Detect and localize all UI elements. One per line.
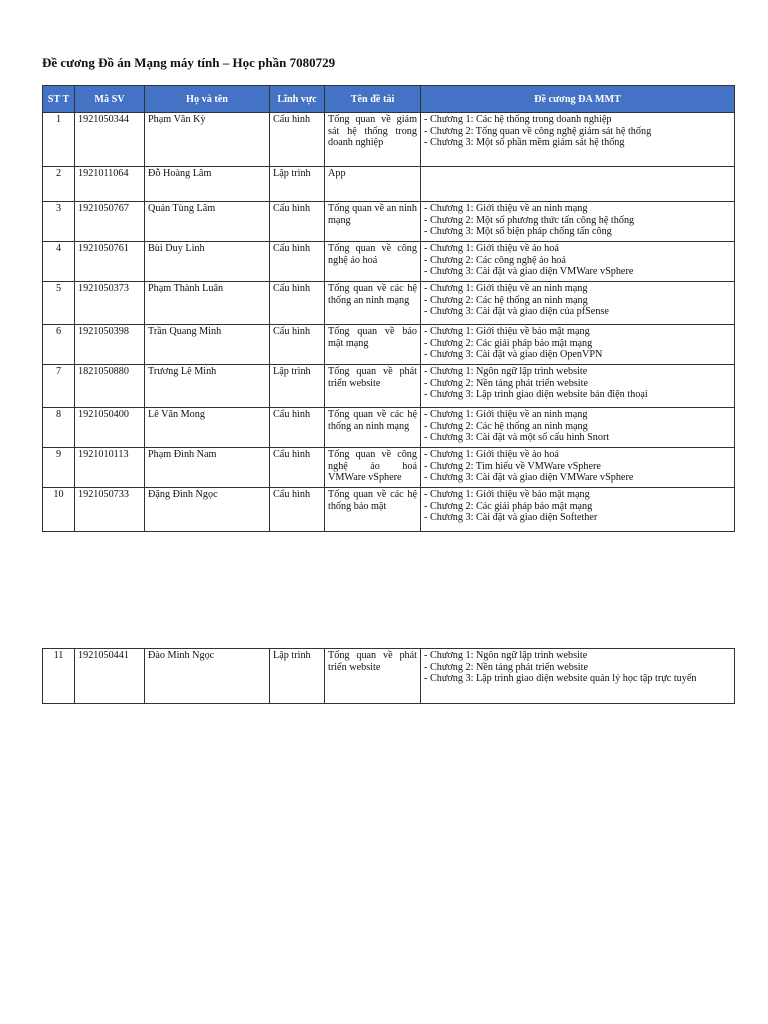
row-topic: Tổng quan về các hệ thống bảo mật xyxy=(325,488,421,532)
row-student-id: 1921050344 xyxy=(75,113,145,167)
row-outline xyxy=(421,365,735,408)
row-student-name: Bùi Duy Linh xyxy=(145,242,270,282)
row-student-name: Đào Minh Ngọc xyxy=(145,649,270,704)
row-student-name: Đặng Đình Ngọc xyxy=(145,488,270,532)
table-row xyxy=(43,325,735,365)
row-stt: 5 xyxy=(43,282,75,325)
row-field: Lập trình xyxy=(270,167,325,202)
table-row xyxy=(43,202,735,242)
chapter-line: - Chương 3: Cài đặt và giao diện VMWare vSphere xyxy=(424,266,634,278)
row-outline xyxy=(421,408,735,448)
chapter-line: - Chương 3: Cài đặt và giao diện OpenVPN xyxy=(424,349,603,361)
chapter-line: - Chương 3: Một số phần mềm giám sát hệ thống xyxy=(424,137,625,149)
row-stt: 4 xyxy=(43,242,75,282)
row-field: Cấu hình xyxy=(270,448,325,488)
chapter-line: - Chương 1: Giới thiệu về bảo mật mạng xyxy=(424,326,590,337)
row-topic: Tổng quan về công nghệ ảo hoá xyxy=(325,242,421,282)
row-topic: Tổng quan về các hệ thống an ninh mạng xyxy=(325,282,421,325)
chapter-line: - Chương 3: Lập trình giao diện website bán điện thoại xyxy=(424,389,648,401)
topics-table xyxy=(42,85,735,532)
table-row xyxy=(43,448,735,488)
row-outline xyxy=(421,649,735,704)
chapter-line: - Chương 3: Cài đặt và giao diện VMWare vSphere xyxy=(424,472,634,484)
chapter-line: - Chương 1: Giới thiệu về ảo hoá xyxy=(424,243,559,254)
table-row xyxy=(43,408,735,448)
row-stt: 8 xyxy=(43,408,75,448)
chapter-line: - Chương 3: Một số biện pháp chống tấn công xyxy=(424,226,612,238)
row-student-name: Trần Quang Minh xyxy=(145,325,270,365)
row-student-name: Lê Văn Mong xyxy=(145,408,270,448)
row-field: Cấu hình xyxy=(270,113,325,167)
row-field: Lập trình xyxy=(270,649,325,704)
row-stt: 11 xyxy=(43,649,75,704)
chapter-line: - Chương 3: Cài đặt và giao diện của pfSense xyxy=(424,306,609,318)
row-field: Cấu hình xyxy=(270,408,325,448)
chapter-line: - Chương 1: Giới thiệu về an ninh mạng xyxy=(424,409,588,420)
row-topic: Tổng quan về công nghệ ảo hoá VMWare vSphere xyxy=(325,448,421,488)
row-student-name: Trương Lê Minh xyxy=(145,365,270,408)
row-student-id: 1921011064 xyxy=(75,167,145,202)
table-header-row xyxy=(43,86,735,113)
table-row xyxy=(43,167,735,202)
table-row xyxy=(43,649,735,704)
row-student-id: 1921050400 xyxy=(75,408,145,448)
row-student-id: 1821050880 xyxy=(75,365,145,408)
chapter-line: - Chương 2: Một số phương thức tấn công hệ thống xyxy=(424,214,635,226)
row-field: Cấu hình xyxy=(270,325,325,365)
header-stt: ST T xyxy=(43,86,75,113)
row-topic: Tổng quan về an ninh mạng xyxy=(325,202,421,242)
chapter-line: - Chương 2: Các giải pháp bảo mật mạng xyxy=(424,500,593,512)
row-student-name: Phạm Đình Nam xyxy=(145,448,270,488)
row-outline xyxy=(421,242,735,282)
chapter-line: - Chương 3: Lập trình giao diện website quản lý học tập trực tuyến xyxy=(424,673,697,685)
row-field: Lập trình xyxy=(270,365,325,408)
table-row xyxy=(43,488,735,532)
row-outline xyxy=(421,113,735,167)
row-topic: Tổng quan về bảo mật mạng xyxy=(325,325,421,365)
row-student-name: Phạm Văn Kỳ xyxy=(145,113,270,167)
row-outline xyxy=(421,488,735,532)
topics-table-continued xyxy=(42,648,735,704)
row-field: Cấu hình xyxy=(270,282,325,325)
chapter-line: - Chương 2: Nền tảng phát triển website xyxy=(424,661,588,673)
chapter-line: - Chương 1: Ngôn ngữ lập trình website xyxy=(424,366,588,377)
chapter-line: - Chương 1: Giới thiệu về ảo hoá xyxy=(424,449,559,460)
row-stt: 3 xyxy=(43,202,75,242)
chapter-line: - Chương 2: Các hệ thống an ninh mạng xyxy=(424,294,588,306)
table-row xyxy=(43,242,735,282)
document-title: Đề cương Đồ án Mạng máy tính – Học phần 7080729 xyxy=(42,55,336,70)
row-student-name: Quản Tùng Lâm xyxy=(145,202,270,242)
chapter-line: - Chương 1: Ngôn ngữ lập trình website xyxy=(424,650,588,661)
row-stt: 2 xyxy=(43,167,75,202)
row-student-id: 1921050733 xyxy=(75,488,145,532)
table-row xyxy=(43,365,735,408)
row-student-id: 1921050761 xyxy=(75,242,145,282)
row-field: Cấu hình xyxy=(270,202,325,242)
header-topic: Tên đề tài xyxy=(325,86,421,113)
row-student-id: 1921050373 xyxy=(75,282,145,325)
row-topic: Tổng quan về giám sát hệ thống trong doanh nghiệp xyxy=(325,113,421,167)
row-stt: 10 xyxy=(43,488,75,532)
row-stt: 1 xyxy=(43,113,75,167)
header-student-id: Mã SV xyxy=(75,86,145,113)
row-student-name: Đỗ Hoàng Lâm xyxy=(145,167,270,202)
chapter-line: - Chương 1: Giới thiệu về an ninh mạng xyxy=(424,203,588,214)
row-outline xyxy=(421,448,735,488)
row-outline xyxy=(421,202,735,242)
row-stt: 9 xyxy=(43,448,75,488)
row-topic: App xyxy=(325,167,421,202)
row-outline xyxy=(421,282,735,325)
chapter-line: - Chương 2: Nền tảng phát triển website xyxy=(424,377,588,389)
chapter-line: - Chương 2: Tổng quan về công nghệ giám sát hệ thống xyxy=(424,125,652,137)
row-topic: Tổng quan về các hệ thống an ninh mạng xyxy=(325,408,421,448)
row-field: Cấu hình xyxy=(270,242,325,282)
chapter-line: - Chương 3: Cài đặt và giao diện Softether xyxy=(424,512,598,524)
chapter-line: - Chương 2: Các giải pháp bảo mật mạng xyxy=(424,337,593,349)
chapter-line: - Chương 2: Các hệ thống an ninh mạng xyxy=(424,420,588,432)
chapter-line: - Chương 1: Giới thiệu về bảo mật mạng xyxy=(424,489,590,500)
row-outline xyxy=(421,325,735,365)
row-stt: 7 xyxy=(43,365,75,408)
chapter-line: - Chương 3: Cài đặt và một số cấu hình Snort xyxy=(424,432,610,444)
row-outline xyxy=(421,167,735,202)
header-name: Họ và tên xyxy=(145,86,270,113)
chapter-line: - Chương 2: Các công nghệ ảo hoá xyxy=(424,254,566,266)
table-row xyxy=(43,282,735,325)
chapter-line: - Chương 2: Tìm hiểu về VMWare vSphere xyxy=(424,460,601,472)
table-row xyxy=(43,113,735,167)
row-student-id: 1921050398 xyxy=(75,325,145,365)
row-student-name: Phạm Thành Luân xyxy=(145,282,270,325)
row-student-id: 1921050441 xyxy=(75,649,145,704)
chapter-line: - Chương 1: Các hệ thống trong doanh nghiệp xyxy=(424,114,612,125)
row-topic: Tổng quan về phát triển website xyxy=(325,365,421,408)
row-student-id: 1921050767 xyxy=(75,202,145,242)
row-field: Cấu hình xyxy=(270,488,325,532)
header-outline: Đề cương ĐA MMT xyxy=(421,86,735,113)
row-student-id: 1921010113 xyxy=(75,448,145,488)
row-stt: 6 xyxy=(43,325,75,365)
row-topic: Tổng quan về phát triển website xyxy=(325,649,421,704)
chapter-line: - Chương 1: Giới thiệu về an ninh mạng xyxy=(424,283,588,294)
header-field: Lĩnh vực xyxy=(270,86,325,113)
